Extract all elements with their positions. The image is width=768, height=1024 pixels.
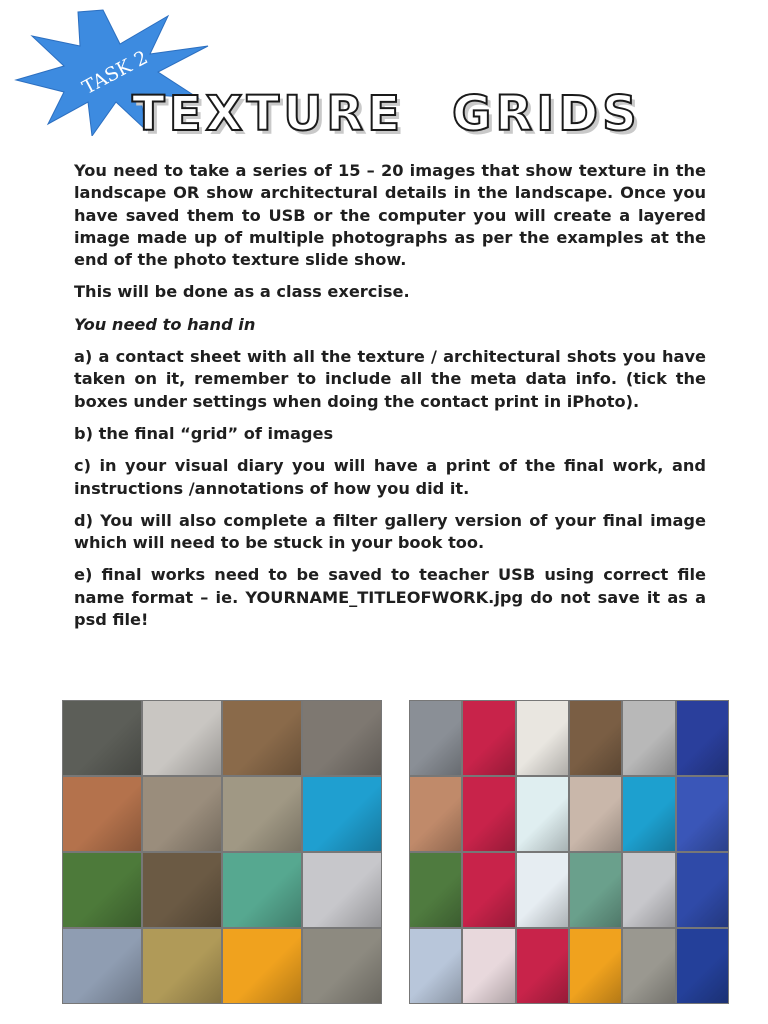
filtered-photo-tile [463, 701, 514, 775]
filtered-photo-tile [410, 929, 461, 1003]
item-b-final-grid: b) the final “grid” of images [74, 423, 334, 443]
filtered-photo-tile [463, 777, 514, 851]
filtered-photo-tile [570, 853, 621, 927]
texture-photo-tile [143, 701, 221, 775]
filtered-photo-tile [463, 929, 514, 1003]
filtered-photo-tile [517, 929, 568, 1003]
filtered-photo-tile [677, 853, 728, 927]
texture-photo-tile [223, 853, 301, 927]
texture-photo-tile [143, 853, 221, 927]
texture-photo-tile [223, 701, 301, 775]
texture-photo-tile [63, 701, 141, 775]
texture-photo-tile [303, 701, 381, 775]
filtered-photo-tile [623, 701, 674, 775]
texture-photo-tile [303, 853, 381, 927]
texture-photo-tile [223, 777, 301, 851]
task-badge-label: TASK 2 [78, 46, 152, 100]
filtered-photo-tile [623, 777, 674, 851]
filtered-photo-tile [570, 929, 621, 1003]
filtered-photo-tile [677, 777, 728, 851]
filtered-photo-tile [517, 777, 568, 851]
filtered-photo-tile [623, 929, 674, 1003]
filtered-photo-tile [570, 777, 621, 851]
filtered-photo-tile [570, 701, 621, 775]
filtered-photo-tile [677, 701, 728, 775]
item-a-contact-sheet: a) a contact sheet with all the texture / architectural shots you have taken on it, remember to include all the meta data info. (tick the boxes under settings when doing the contact print in iPhoto). [74, 347, 706, 411]
filtered-photo-tile [517, 853, 568, 927]
filtered-photo-tile [517, 701, 568, 775]
instructions-body [74, 160, 706, 641]
class-exercise-note: This will be done as a class exercise. [74, 282, 410, 302]
texture-grid-original [62, 700, 382, 1004]
item-c-visual-diary: c) in your visual diary you will have a print of the final work, and instructions /annotations of how you did it. [74, 456, 706, 498]
hand-in-heading: You need to hand in [74, 314, 256, 334]
filtered-photo-tile [677, 929, 728, 1003]
texture-photo-tile [223, 929, 301, 1003]
title-word-grids: GRIDS [452, 86, 641, 142]
filtered-photo-tile [623, 853, 674, 927]
filtered-photo-tile [410, 777, 461, 851]
title-word-texture: TEXTURE [132, 86, 405, 142]
texture-photo-tile [63, 777, 141, 851]
texture-photo-tile [63, 929, 141, 1003]
item-d-filter-gallery: d) You will also complete a filter gallery version of your final image which will need to be stuck in your book too. [74, 510, 706, 553]
filtered-photo-tile [410, 853, 461, 927]
texture-photo-tile [303, 929, 381, 1003]
intro-paragraph: You need to take a series of 15 – 20 images that show texture in the landscape OR show architectural details in the landscape. Once you have saved them to USB or the computer you will create a layered image made up of multiple photographs as per the examples at the end of the photo texture slide show. [74, 161, 706, 270]
texture-photo-tile [143, 777, 221, 851]
page-title [132, 86, 641, 142]
filtered-photo-tile [463, 853, 514, 927]
filtered-photo-tile [410, 701, 461, 775]
texture-photo-tile [63, 853, 141, 927]
item-e-save-format: e) final works need to be saved to teacher USB using correct file name format – ie. YOURNAME_TITLEOFWORK.jpg do not save it as a psd file! [74, 565, 706, 630]
texture-photo-tile [143, 929, 221, 1003]
texture-photo-tile [303, 777, 381, 851]
texture-grid-filtered [409, 700, 729, 1004]
